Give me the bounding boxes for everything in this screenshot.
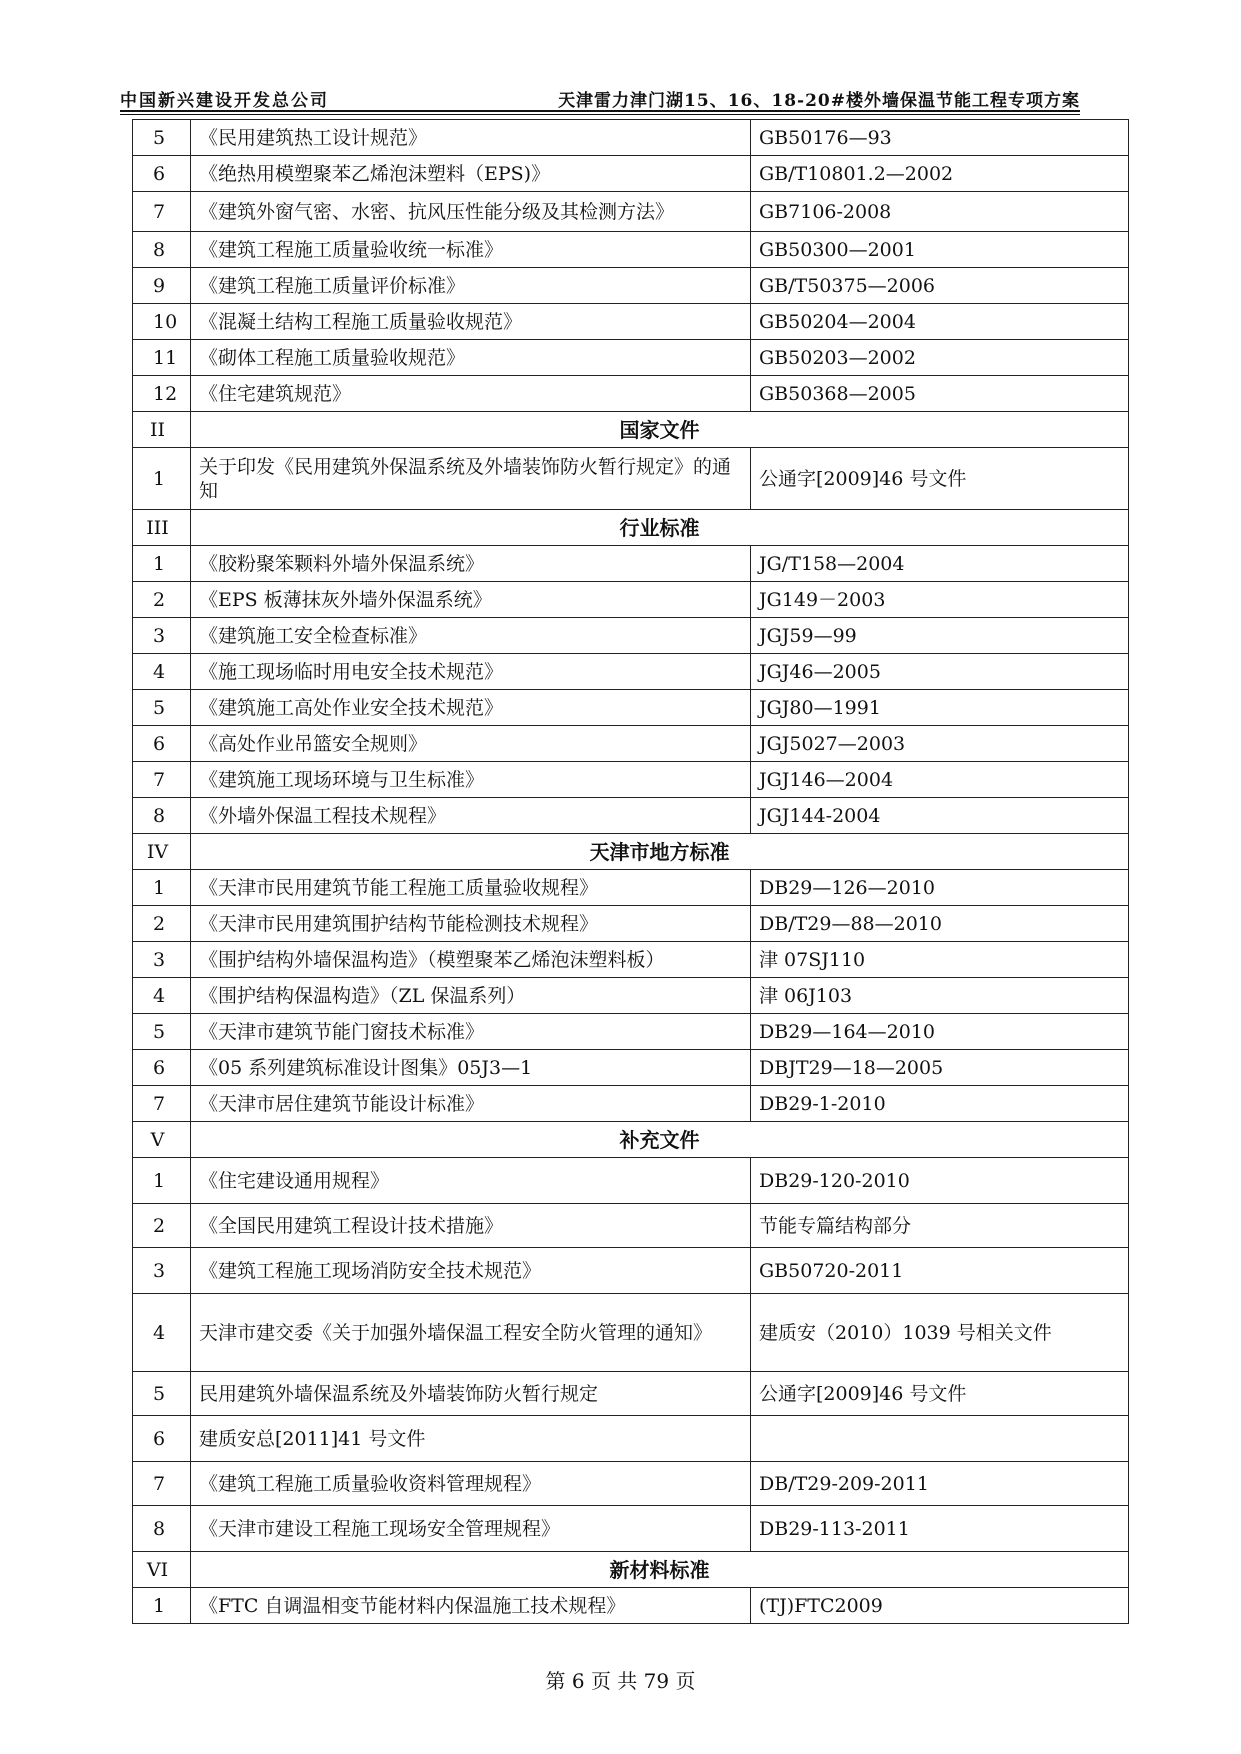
standard-name: 《天津市民用建筑节能工程施工质量验收规程》 (191, 870, 751, 906)
section-number: V (133, 1122, 191, 1158)
standard-name: 关于印发《民用建筑外保温系统及外墙装饰防火暂行规定》的通知 (191, 448, 751, 510)
standard-code: 节能专篇结构部分 (751, 1204, 1129, 1248)
standard-name: 《EPS 板薄抹灰外墙外保温系统》 (191, 582, 751, 618)
standard-code (751, 1416, 1129, 1462)
standard-code: GB50300—2001 (751, 232, 1129, 268)
table-row (133, 1014, 1129, 1050)
table-row (133, 618, 1129, 654)
row-number: 5 (133, 1372, 191, 1416)
standard-name: 《混凝土结构工程施工质量验收规范》 (191, 304, 751, 340)
table-row (133, 906, 1129, 942)
standard-name: 《建筑工程施工质量验收统一标准》 (191, 232, 751, 268)
table-row (133, 1158, 1129, 1204)
row-number: 8 (133, 1506, 191, 1552)
table-row (133, 232, 1129, 268)
row-number: 4 (133, 1294, 191, 1372)
table-row (133, 268, 1129, 304)
row-number: 3 (133, 618, 191, 654)
section-row (133, 412, 1129, 448)
standard-name: 《胶粉聚笨颗料外墙外保温系统》 (191, 546, 751, 582)
section-title: 天津市地方标准 (191, 834, 1129, 870)
row-number: 2 (133, 1204, 191, 1248)
row-number: 12 (133, 376, 191, 412)
standard-code: DB/T29—88—2010 (751, 906, 1129, 942)
row-number: 1 (133, 546, 191, 582)
section-title: 国家文件 (191, 412, 1129, 448)
row-number: 1 (133, 1588, 191, 1624)
table-row (133, 1416, 1129, 1462)
standard-code: 建质安（2010）1039 号相关文件 (751, 1294, 1129, 1372)
row-number: 8 (133, 232, 191, 268)
table-row (133, 448, 1129, 510)
standard-code: GB50203—2002 (751, 340, 1129, 376)
standard-code: GB50176—93 (751, 120, 1129, 156)
standard-name: 《05 系列建筑标准设计图集》05J3—1 (191, 1050, 751, 1086)
standard-code: (TJ)FTC2009 (751, 1588, 1129, 1624)
page-header (120, 86, 1080, 112)
standard-name: 《绝热用模塑聚苯乙烯泡沫塑料（EPS)》 (191, 156, 751, 192)
standard-code: JGJ146—2004 (751, 762, 1129, 798)
table-row (133, 546, 1129, 582)
section-row (133, 834, 1129, 870)
table-row (133, 304, 1129, 340)
row-number: 6 (133, 156, 191, 192)
row-number: 5 (133, 1014, 191, 1050)
standard-code: JGJ59—99 (751, 618, 1129, 654)
standard-name: 《施工现场临时用电安全技术规范》 (191, 654, 751, 690)
table-row (133, 798, 1129, 834)
standard-code: DB29-1-2010 (751, 1086, 1129, 1122)
standard-name: 《民用建筑热工设计规范》 (191, 120, 751, 156)
standard-name: 《天津市建设工程施工现场安全管理规程》 (191, 1506, 751, 1552)
table-row (133, 376, 1129, 412)
standard-code: DBJT29—18—2005 (751, 1050, 1129, 1086)
table-row (133, 726, 1129, 762)
row-number: 1 (133, 448, 191, 510)
table-row (133, 1050, 1129, 1086)
row-number: 5 (133, 690, 191, 726)
standard-name: 《住宅建筑规范》 (191, 376, 751, 412)
standard-code: 津 07SJ110 (751, 942, 1129, 978)
row-number: 4 (133, 978, 191, 1014)
section-row (133, 1122, 1129, 1158)
standard-code: JGJ46—2005 (751, 654, 1129, 690)
row-number: 6 (133, 726, 191, 762)
standard-name: 《建筑施工现场环境与卫生标准》 (191, 762, 751, 798)
standard-name: 《外墙外保温工程技术规程》 (191, 798, 751, 834)
section-title: 行业标准 (191, 510, 1129, 546)
standard-code: 津 06J103 (751, 978, 1129, 1014)
table-row (133, 120, 1129, 156)
row-number: 6 (133, 1416, 191, 1462)
row-number: 3 (133, 1248, 191, 1294)
standard-name: 天津市建交委《关于加强外墙保温工程安全防火管理的通知》 (191, 1294, 751, 1372)
standard-name: 《建筑外窗气密、水密、抗风压性能分级及其检测方法》 (191, 192, 751, 232)
row-number: 2 (133, 906, 191, 942)
standard-name: 《建筑施工安全检查标准》 (191, 618, 751, 654)
standard-code: 公通字[2009]46 号文件 (751, 1372, 1129, 1416)
section-row (133, 1552, 1129, 1588)
table-row (133, 1294, 1129, 1372)
table-row (133, 582, 1129, 618)
row-number: 10 (133, 304, 191, 340)
section-number: III (133, 510, 191, 546)
section-title: 补充文件 (191, 1122, 1129, 1158)
table-row (133, 1588, 1129, 1624)
project-title: 天津雷力津门湖15、16、18-20#楼外墙保温节能工程专项方案 (558, 91, 1080, 111)
row-number: 1 (133, 1158, 191, 1204)
table-row (133, 654, 1129, 690)
standard-code: JGJ80—1991 (751, 690, 1129, 726)
standard-name: 《围护结构外墙保温构造》（模塑聚苯乙烯泡沫塑料板） (191, 942, 751, 978)
row-number: 1 (133, 870, 191, 906)
table-row (133, 762, 1129, 798)
table-row (133, 1204, 1129, 1248)
row-number: 8 (133, 798, 191, 834)
standard-code: DB/T29-209-2011 (751, 1462, 1129, 1506)
standard-name: 《天津市建筑节能门窗技术标准》 (191, 1014, 751, 1050)
table-row (133, 192, 1129, 232)
row-number: 7 (133, 1086, 191, 1122)
row-number: 7 (133, 192, 191, 232)
standard-code: GB50368—2005 (751, 376, 1129, 412)
standard-name: 建质安总[2011]41 号文件 (191, 1416, 751, 1462)
row-number: 5 (133, 120, 191, 156)
standards-table-body (133, 120, 1129, 1624)
section-number: IV (133, 834, 191, 870)
table-row (133, 978, 1129, 1014)
standard-code: GB/T10801.2—2002 (751, 156, 1129, 192)
table-row (133, 1248, 1129, 1294)
standard-name: 《住宅建设通用规程》 (191, 1158, 751, 1204)
standard-code: GB7106-2008 (751, 192, 1129, 232)
table-row (133, 870, 1129, 906)
row-number: 4 (133, 654, 191, 690)
standard-code: GB50720-2011 (751, 1248, 1129, 1294)
standard-code: JG149－2003 (751, 582, 1129, 618)
table-row (133, 1372, 1129, 1416)
standard-code: JGJ5027—2003 (751, 726, 1129, 762)
table-row (133, 690, 1129, 726)
standard-code: DB29-113-2011 (751, 1506, 1129, 1552)
standard-code: DB29—164—2010 (751, 1014, 1129, 1050)
standard-name: 《建筑工程施工现场消防安全技术规范》 (191, 1248, 751, 1294)
row-number: 11 (133, 340, 191, 376)
standard-code: DB29-120-2010 (751, 1158, 1129, 1204)
page-footer: 第 6 页 共 79 页 (545, 1669, 696, 1693)
standard-name: 《围护结构保温构造》（ZL 保温系列） (191, 978, 751, 1014)
standard-name: 《天津市居住建筑节能设计标准》 (191, 1086, 751, 1122)
standard-code: JG/T158—2004 (751, 546, 1129, 582)
standard-name: 《FTC 自调温相变节能材料内保温施工技术规程》 (191, 1588, 751, 1624)
section-number: II (133, 412, 191, 448)
row-number: 7 (133, 762, 191, 798)
section-number: VI (133, 1552, 191, 1588)
standard-name: 《天津市民用建筑围护结构节能检测技术规程》 (191, 906, 751, 942)
standard-code: GB50204—2004 (751, 304, 1129, 340)
company-name: 中国新兴建设开发总公司 (120, 91, 329, 111)
row-number: 7 (133, 1462, 191, 1506)
standard-name: 《高处作业吊篮安全规则》 (191, 726, 751, 762)
standard-name: 《建筑工程施工质量评价标准》 (191, 268, 751, 304)
standard-name: 民用建筑外墙保温系统及外墙装饰防火暂行规定 (191, 1372, 751, 1416)
standard-code: DB29—126—2010 (751, 870, 1129, 906)
standard-name: 《全国民用建筑工程设计技术措施》 (191, 1204, 751, 1248)
table-row (133, 156, 1129, 192)
standard-name: 《建筑施工高处作业安全技术规范》 (191, 690, 751, 726)
table-row (133, 1506, 1129, 1552)
row-number: 2 (133, 582, 191, 618)
table-row (133, 1462, 1129, 1506)
row-number: 6 (133, 1050, 191, 1086)
standard-name: 《砌体工程施工质量验收规范》 (191, 340, 751, 376)
standard-code: 公通字[2009]46 号文件 (751, 448, 1129, 510)
section-row (133, 510, 1129, 546)
header-rule (120, 114, 1080, 115)
standards-table (132, 119, 1129, 1624)
row-number: 9 (133, 268, 191, 304)
standard-code: JGJ144-2004 (751, 798, 1129, 834)
table-row (133, 1086, 1129, 1122)
table-row (133, 340, 1129, 376)
section-title: 新材料标准 (191, 1552, 1129, 1588)
table-row (133, 942, 1129, 978)
row-number: 3 (133, 942, 191, 978)
standard-name: 《建筑工程施工质量验收资料管理规程》 (191, 1462, 751, 1506)
standard-code: GB/T50375—2006 (751, 268, 1129, 304)
